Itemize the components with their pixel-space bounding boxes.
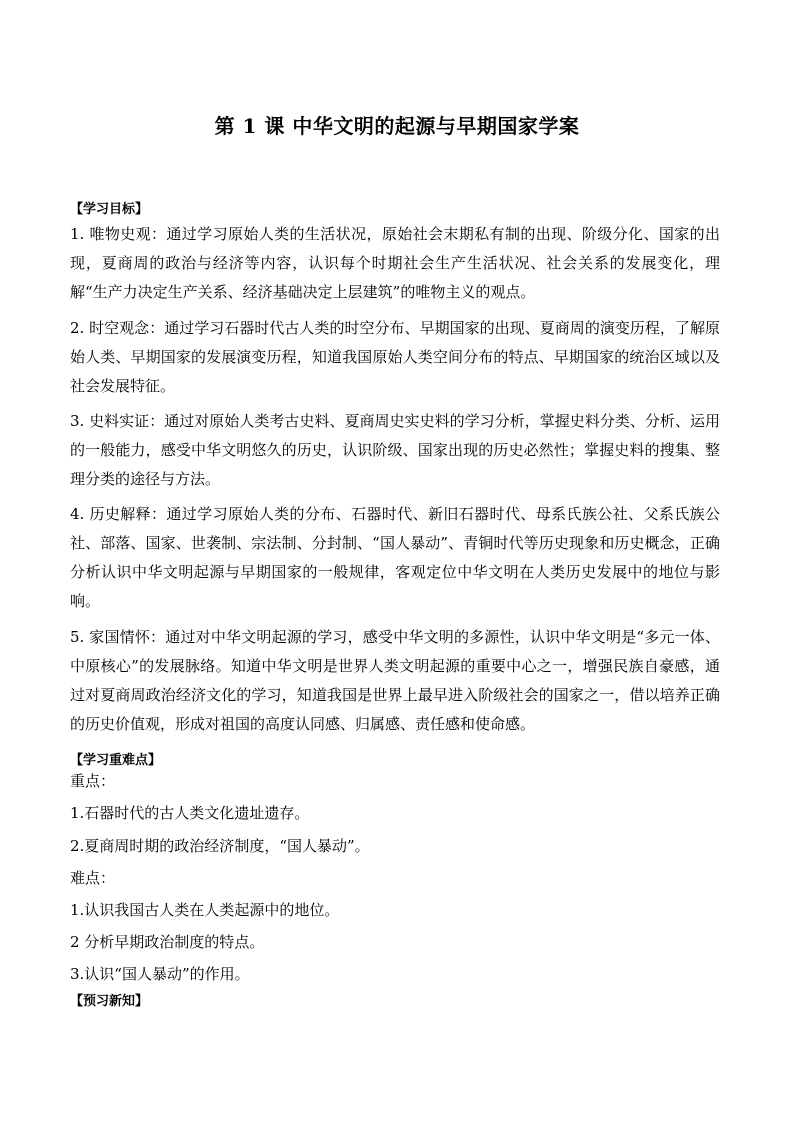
goal-paragraph-1: 1. 唯物史观：通过学习原始人类的生活状况，原始社会末期私有制的出现、阶级分化、国家的出现，夏商周的政治与经济等内容，认识每个时期社会生产生活状况、社会关系的发展变化，理解“生产力决定生产关系、经济基础决定上层建筑”的唯物主义的观点。 [70, 225, 720, 301]
key-point-item: 1.石器时代的古人类文化遗址遗存。 [70, 804, 310, 822]
section-heading-preview: 【预习新知】 [70, 994, 149, 1009]
section-heading-key-points: 【学习重难点】 [70, 753, 162, 768]
difficulty-item: 3.认识“国人暴动”的作用。 [70, 965, 250, 983]
difficulty-item: 2 分析早期政治制度的特点。 [70, 933, 265, 951]
key-points-label: 重点： [70, 772, 116, 790]
goal-paragraph-4: 4. 历史解释：通过学习原始人类的分布、石器时代、新旧石器时代、母系氏族公社、父系氏族公社、部落、国家、世袭制、宗法制、分封制、“国人暴动”、青铜时代等历史现象和历史概念，正确分析认识中华文明起源与早期国家的一般规律，客观定位中华文明在人类历史发展中的地位与影响。 [70, 505, 720, 610]
section-heading-goals: 【学习目标】 [70, 202, 149, 217]
document-title: 第 1 课 中华文明的起源与早期国家学案 [214, 114, 580, 138]
goal-paragraph-2: 2. 时空观念：通过学习石器时代古人类的时空分布、早期国家的出现、夏商周的演变历程，了解原始人类、早期国家的发展演变历程，知道我国原始人类空间分布的特点、早期国家的统治区域以及社会发展特征。 [70, 319, 720, 395]
key-point-item: 2.夏商周时期的政治经济制度，“国人暴动”。 [70, 837, 370, 855]
difficulty-item: 1.认识我国古人类在人类起源中的地位。 [70, 901, 340, 919]
difficulty-label: 难点： [70, 869, 116, 887]
goal-paragraph-5: 5. 家国情怀：通过对中华文明起源的学习，感受中华文明的多源性，认识中华文明是“多元一体、中原核心”的发展脉络。知道中华文明是世界人类文明起源的重要中心之一，增强民族自豪感，通过对夏商周政治经济文化的学习，知道我国是世界上最早进入阶级社会的国家之一，借以培养正确的历史价值观，形成对祖国的高度认同感、归属感、责任感和使命感。 [70, 628, 720, 733]
goal-paragraph-3: 3. 史料实证：通过对原始人类考古史料、夏商周史实史料的学习分析，掌握史料分类、分析、运用的一般能力，感受中华文明悠久的历史，认识阶级、国家出现的历史必然性；掌握史料的搜集、整理分类的途径与方法。 [70, 412, 720, 488]
